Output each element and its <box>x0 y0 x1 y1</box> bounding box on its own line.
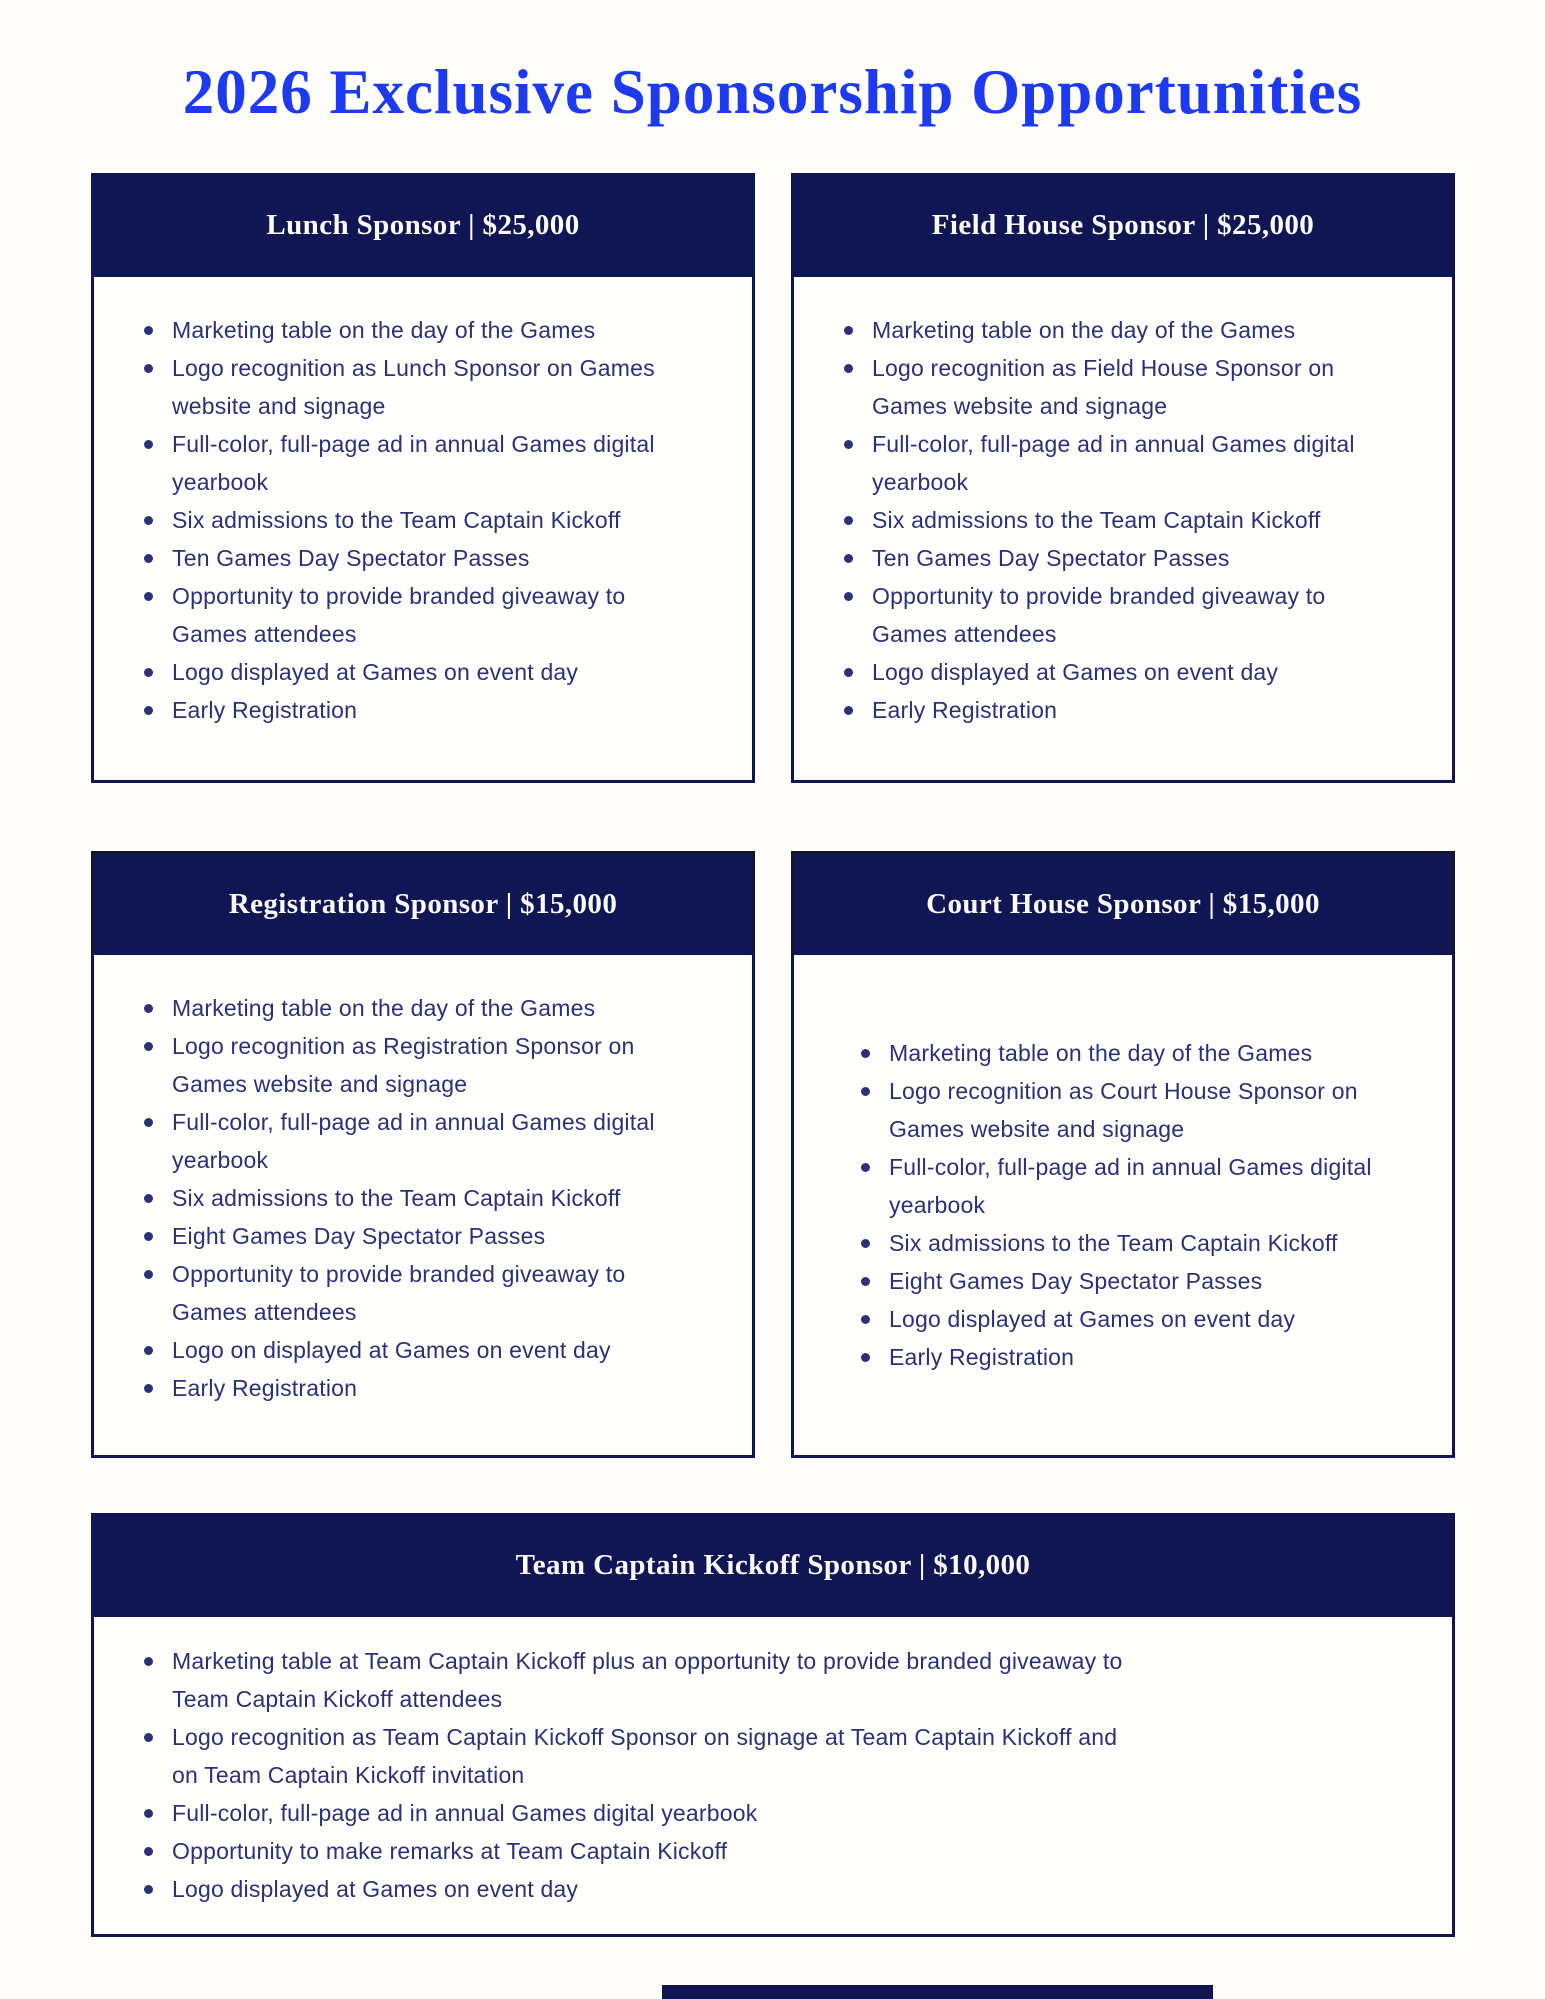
card-body-lunch <box>91 277 755 783</box>
benefit-item: Logo recognition as Field House Sponsor on Games website and signage <box>832 349 1388 425</box>
benefit-item: Six admissions to the Team Captain Kickoff <box>849 1224 1412 1262</box>
benefit-item: Early Registration <box>132 1369 688 1407</box>
sponsor-card-team-captain-kickoff <box>91 1513 1455 1937</box>
card-title-registration: Registration Sponsor | $15,000 <box>228 887 618 920</box>
benefit-item: Six admissions to the Team Captain Kickoff <box>132 501 688 539</box>
benefit-item: Six admissions to the Team Captain Kickoff <box>832 501 1388 539</box>
benefit-item: Eight Games Day Spectator Passes <box>849 1262 1412 1300</box>
benefit-list-lunch <box>94 277 752 747</box>
benefit-item: Full-color, full-page ad in annual Games digital yearbook <box>849 1148 1412 1224</box>
benefit-item: Logo recognition as Team Captain Kickoff Sponsor on signage at Team Captain Kickoff and on Team Captain Kickoff invitation <box>132 1718 1142 1794</box>
sponsor-card-field-house <box>791 173 1455 783</box>
benefit-item: Marketing table on the day of the Games <box>132 311 688 349</box>
benefit-item: Logo displayed at Games on event day <box>132 1870 1142 1908</box>
card-header-registration <box>91 851 755 955</box>
benefit-item: Logo displayed at Games on event day <box>849 1300 1412 1338</box>
benefit-item: Eight Games Day Spectator Passes <box>132 1217 688 1255</box>
card-body-field-house <box>791 277 1455 783</box>
card-title-lunch: Lunch Sponsor | $25,000 <box>266 208 580 241</box>
benefit-item: Full-color, full-page ad in annual Games digital yearbook <box>132 1794 1142 1832</box>
card-body-team-captain-kickoff <box>91 1617 1455 1937</box>
benefit-item: Ten Games Day Spectator Passes <box>832 539 1388 577</box>
benefit-item: Logo on displayed at Games on event day <box>132 1331 688 1369</box>
benefit-item: Marketing table on the day of the Games <box>832 311 1388 349</box>
benefit-item: Marketing table on the day of the Games <box>849 1034 1412 1072</box>
benefit-item: Full-color, full-page ad in annual Games digital yearbook <box>132 425 688 501</box>
card-header-lunch <box>91 173 755 277</box>
benefit-list-field-house <box>794 277 1452 747</box>
card-header-field-house <box>791 173 1455 277</box>
benefit-item: Opportunity to provide branded giveaway to Games attendees <box>132 577 688 653</box>
benefit-item: Marketing table at Team Captain Kickoff plus an opportunity to provide branded giveaway to Team Captain Kickoff attendees <box>132 1642 1142 1718</box>
benefit-item: Six admissions to the Team Captain Kickoff <box>132 1179 688 1217</box>
card-title-court-house: Court House Sponsor | $15,000 <box>926 887 1320 920</box>
card-body-registration <box>91 955 755 1458</box>
benefit-item: Full-color, full-page ad in annual Games digital yearbook <box>832 425 1388 501</box>
sponsor-card-court-house <box>791 851 1455 1458</box>
card-header-team-captain-kickoff <box>91 1513 1455 1617</box>
page-title: 2026 Exclusive Sponsorship Opportunities <box>182 57 1363 127</box>
benefit-list-court-house <box>794 1034 1452 1376</box>
benefit-item: Opportunity to provide branded giveaway to Games attendees <box>132 1255 688 1331</box>
footer-accent-bar <box>662 1985 1213 1999</box>
benefit-list-team-captain-kickoff <box>94 1617 1452 1926</box>
card-body-court-house <box>791 955 1455 1458</box>
sponsor-card-registration <box>91 851 755 1458</box>
benefit-item: Full-color, full-page ad in annual Games digital yearbook <box>132 1103 688 1179</box>
benefit-list-registration <box>94 955 752 1425</box>
benefit-item: Logo displayed at Games on event day <box>832 653 1388 691</box>
benefit-item: Logo recognition as Lunch Sponsor on Games website and signage <box>132 349 688 425</box>
card-header-court-house <box>791 851 1455 955</box>
sponsor-card-lunch <box>91 173 755 783</box>
card-title-field-house: Field House Sponsor | $25,000 <box>931 208 1315 241</box>
card-title-team-captain-kickoff: Team Captain Kickoff Sponsor | $10,000 <box>515 1548 1031 1581</box>
benefit-item: Opportunity to provide branded giveaway to Games attendees <box>832 577 1388 653</box>
benefit-item: Logo displayed at Games on event day <box>132 653 688 691</box>
benefit-item: Marketing table on the day of the Games <box>132 989 688 1027</box>
benefit-item: Logo recognition as Court House Sponsor on Games website and signage <box>849 1072 1412 1148</box>
benefit-item: Ten Games Day Spectator Passes <box>132 539 688 577</box>
benefit-item: Early Registration <box>832 691 1388 729</box>
benefit-item: Logo recognition as Registration Sponsor on Games website and signage <box>132 1027 688 1103</box>
benefit-item: Early Registration <box>849 1338 1412 1376</box>
benefit-item: Early Registration <box>132 691 688 729</box>
benefit-item: Opportunity to make remarks at Team Captain Kickoff <box>132 1832 1142 1870</box>
